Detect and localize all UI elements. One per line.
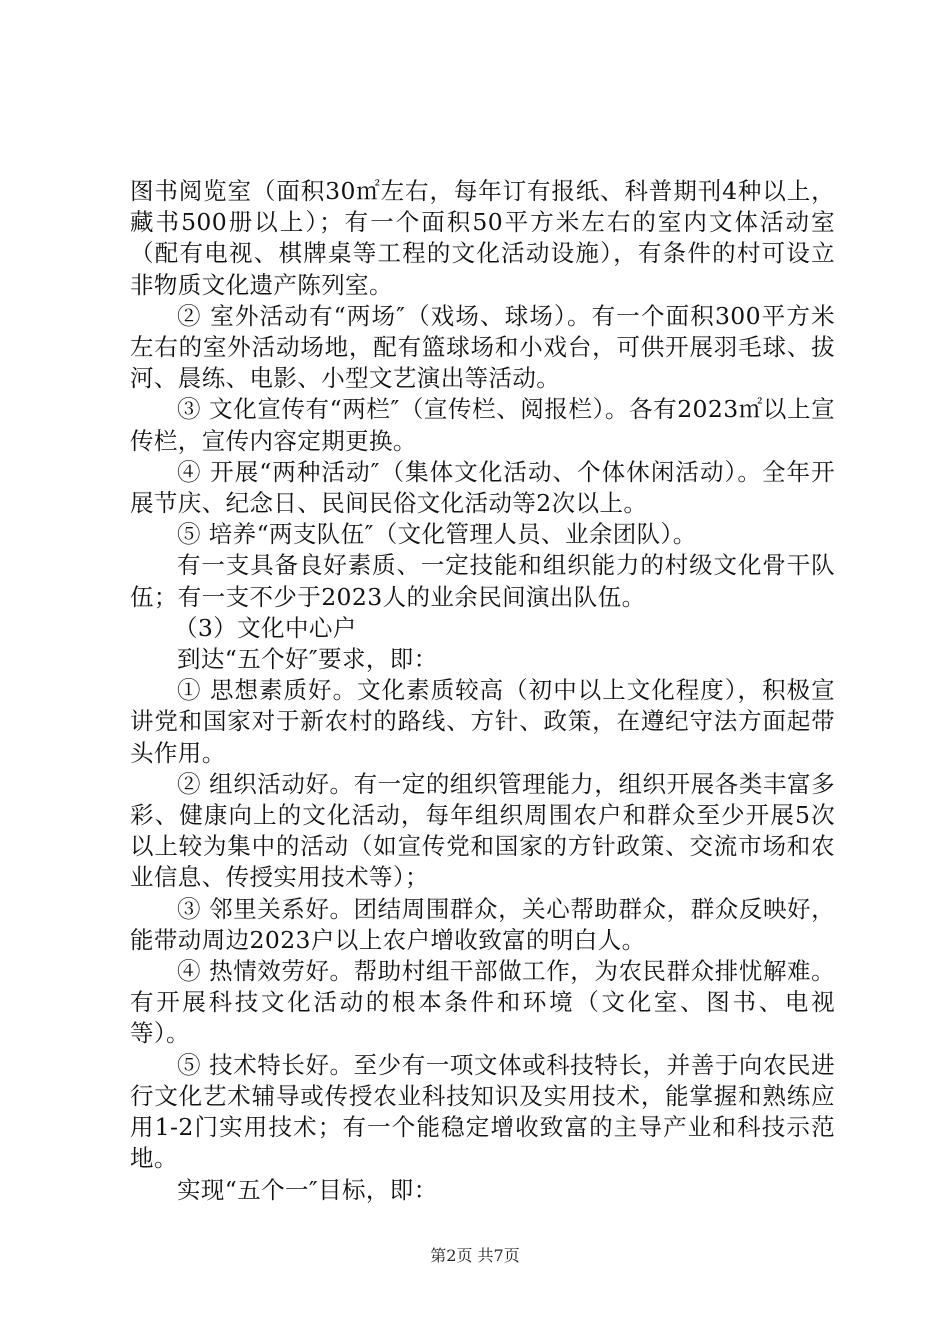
paragraph-good-organization: ② 组织活动好。有一定的组织管理能力，组织开展各类丰富多彩、健康向上的文化活动，每年组织周围农户和群众至少开展5次以上较为集中的活动（如宣传党和国家的方针政策、交流市场和农业信息、传授实用技术等）； <box>130 769 835 892</box>
paragraph-good-neighbor-relations: ③ 邻里关系好。团结周围群众，关心帮助群众，群众反映好，能带动周边2023户以上农户增收致富的明白人。 <box>130 894 835 954</box>
document-body <box>130 176 835 1206</box>
page-number-footer: 第2页 共7页 <box>430 1246 520 1265</box>
paragraph-two-activities: ④ 开展“两种活动″（集体文化活动、个体休闲活动）。全年开展节庆、纪念日、民间民俗文化活动等2次以上。 <box>130 457 835 518</box>
paragraph-outdoor-activity: ② 室外活动有“两场″（戏场、球场）。有一个面积300平方米左右的室外活动场地，配有篮球场和小戏台，可供开展羽毛球、拔河、晨练、电影、小型文艺演出等活动。 <box>130 301 835 393</box>
section-heading-culture-center-household: （3）文化中心户 <box>174 613 357 642</box>
paragraph-two-teams: ⑤ 培养“两支队伍″（文化管理人员、业余团队）。 <box>177 520 697 549</box>
paragraph-good-technical-skills: ⑤ 技术特长好。至少有一项文体或科技特长，并善于向农民进行文化艺术辅导或传授农业科技知识及实用技术，能掌握和熟练应用1-2门实用技术；有一个能稳定增收致富的主导产业和科技示范地。 <box>130 1050 835 1173</box>
paragraph-five-ones-intro: 实现“五个一″目标，即： <box>177 1175 438 1204</box>
paragraph-reading-room: 图书阅览室（面积30㎡左右，每年订有报纸、科普期刊4种以上，藏书500册以上）；有一个面积50平方米左右的室内文体活动室（配有电视、棋牌桌等工程的文化活动设施），有条件的村可设立非物质文化遗产陈列室。 <box>130 177 835 299</box>
paragraph-five-goods-intro: 到达“五个好″要求，即： <box>177 645 438 674</box>
paragraph-good-ideology: ① 思想素质好。文化素质较高（初中以上文化程度），积极宣讲党和国家对于新农村的路线、方针、政策，在遵纪守法方面起带头作用。 <box>130 676 835 767</box>
paragraph-team-requirements: 有一支具备良好素质、一定技能和组织能力的村级文化骨干队伍；有一支不少于2023人的业余民间演出队伍。 <box>130 551 835 611</box>
paragraph-cultural-publicity: ③ 文化宣传有“两栏″（宣传栏、阅报栏）。各有2023㎡以上宣传栏，宣传内容定期更换。 <box>130 395 835 455</box>
paragraph-good-service: ④ 热情效劳好。帮助村组干部做工作，为农民群众排忧解难。有开展科技文化活动的根本条件和环境（文化室、图书、电视等）。 <box>130 957 835 1048</box>
